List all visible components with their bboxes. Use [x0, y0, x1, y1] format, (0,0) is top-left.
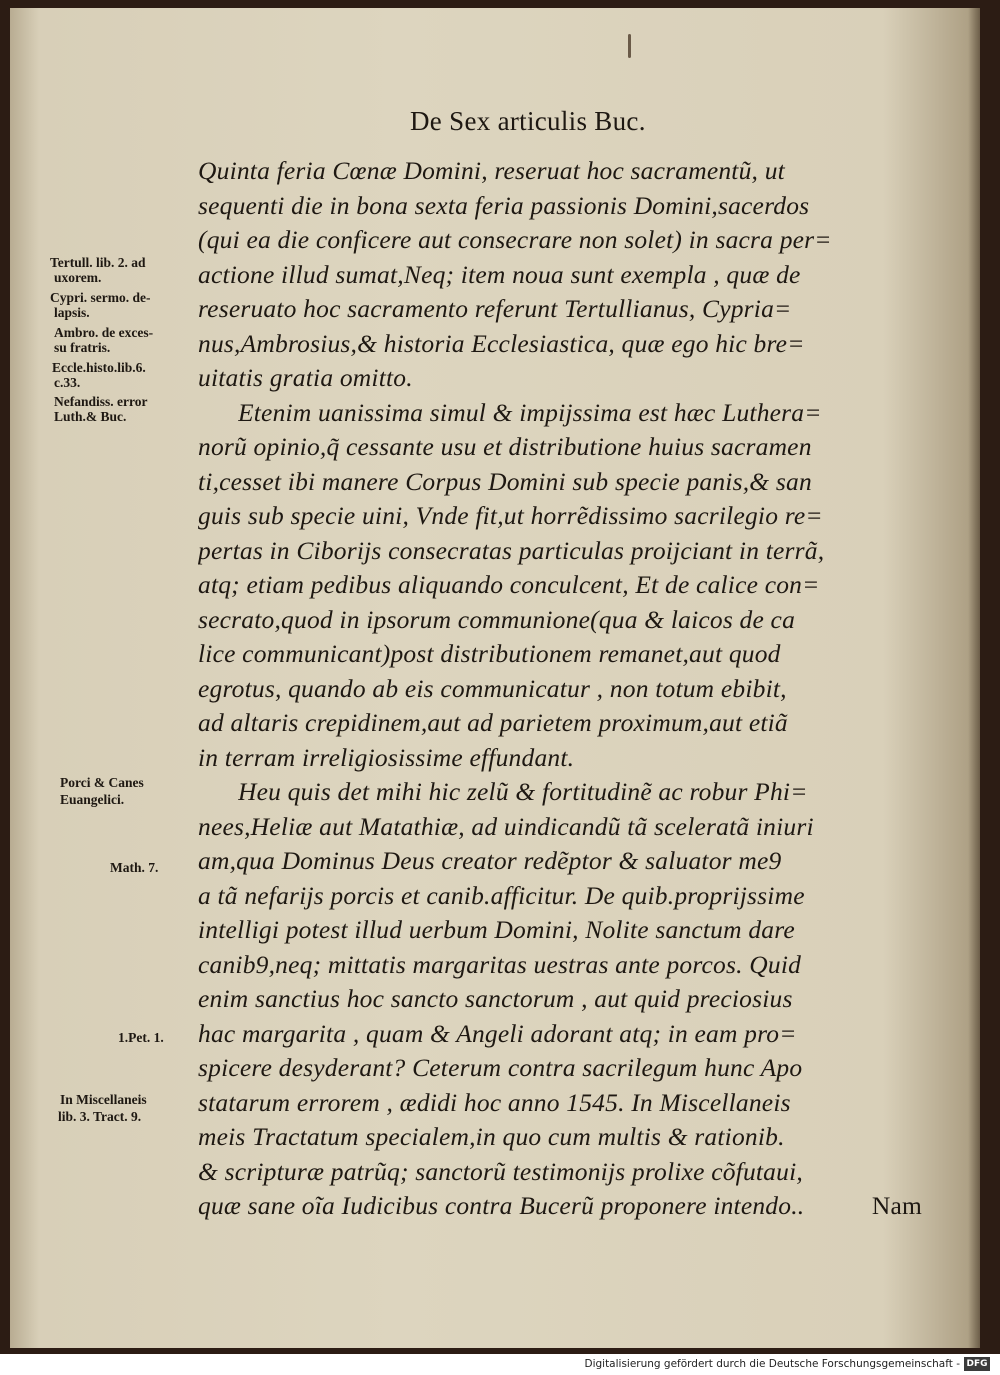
- body-line: spicere desyderant? Ceterum contra sacrilegum hunc Apo: [198, 1053, 803, 1082]
- body-line: in terram irreligiosissime effundant.: [198, 742, 575, 772]
- margin-note: In Miscellaneis: [60, 1092, 147, 1107]
- margin-note: Porci & Canes: [60, 775, 144, 790]
- body-line: a tã nefarijs porcis et canib.afficitur. De quib.proprijssime: [198, 880, 805, 910]
- body-line: nus,Ambrosius,& historia Ecclesiastica, quæ ego hic bre=: [198, 328, 805, 358]
- body-line: Heu quis det mihi hic zelũ & fortitudinẽ ac robur Phi=: [238, 777, 808, 806]
- margin-note: uxorem.: [54, 270, 102, 285]
- margin-note: Cypri. sermo. de-: [50, 290, 151, 305]
- margin-note: Luth.& Buc.: [54, 409, 127, 424]
- running-head: De Sex articulis Buc.: [410, 106, 646, 136]
- body-line: norũ opinio,q̃ cessante usu et distributione huius sacramen: [198, 432, 812, 461]
- page-edge-mark: [628, 34, 631, 58]
- body-line: intelligi potest illud uerbum Domini, Nolite sanctum dare: [198, 915, 795, 944]
- body-line: & scripturæ patrũq; sanctorũ testimonijs prolixe cõfutaui,: [198, 1156, 803, 1186]
- margin-note: Tertull. lib. 2. ad: [50, 255, 146, 270]
- margin-note: Nefandiss. error: [54, 394, 148, 409]
- body-line: lice communicant)post distributionem remanet,aut quod: [198, 639, 781, 668]
- margin-note: Eccle.histo.lib.6.: [52, 360, 146, 375]
- body-line: quæ sane oĩa Iudicibus contra Bucerũ proponere intendo..: [198, 1191, 805, 1220]
- body-line: Etenim uanissima simul & impijssima est hæc Luthera=: [238, 397, 822, 427]
- margin-note: c.33.: [54, 375, 81, 390]
- body-line: ti,cesset ibi manere Corpus Domini sub specie panis,& san: [198, 466, 812, 496]
- body-line: sequenti die in bona sexta feria passionis Domini,sacerdos: [198, 190, 810, 220]
- margin-note: Ambro. de exces-: [54, 325, 154, 340]
- book-page: [10, 8, 980, 1348]
- body-line: atq; etiam pedibus aliquando conculcent, Et de calice con=: [198, 570, 820, 599]
- body-line: secrato,quod in ipsorum communione(qua & laicos de ca: [198, 604, 796, 634]
- catchword: Nam: [871, 1191, 922, 1220]
- margin-note: Euangelici.: [60, 792, 125, 807]
- body-line: actione illud sumat,Neq; item noua sunt exempla , quæ de: [198, 259, 801, 289]
- margin-note: 1.Pet. 1.: [118, 1030, 164, 1045]
- dfg-logo: DFG: [964, 1357, 990, 1371]
- body-line: egrotus, quando ab eis communicatur , non totum ebibit,: [198, 673, 787, 703]
- body-line: Quinta feria Cœnæ Domini, reseruat hoc sacramentũ, ut: [198, 156, 785, 185]
- body-line: (qui ea die conficere aut consecrare non solet) in sacra per=: [198, 225, 832, 254]
- footer-bar: [0, 1354, 1000, 1375]
- body-line: statarum errorem , ædidi hoc anno 1545. In Miscellaneis: [198, 1087, 791, 1117]
- body-line: guis sub specie uini, Vnde fit,ut horrẽdissimo sacrilegio re=: [198, 501, 823, 530]
- margin-note: lapsis.: [54, 305, 90, 320]
- margin-note: su fratris.: [54, 340, 111, 355]
- body-line: reseruato hoc sacramento referunt Tertullianus, Cypria=: [198, 294, 792, 323]
- body-line: pertas in Ciborijs consecratas particulas proijciant in terrã,: [198, 535, 825, 565]
- margin-note: Math. 7.: [110, 860, 159, 875]
- footer-credit: Digitalisierung gefördert durch die Deutsche Forschungsgemeinschaft -: [584, 1358, 960, 1370]
- body-line: nees,Heliæ aut Matathiæ, ad uindicandũ tã sceleratã iniuri: [198, 811, 814, 841]
- body-line: ad altaris crepidinem,aut ad parietem proximum,aut etiã: [198, 708, 788, 737]
- body-line: uitatis gratia omitto.: [198, 363, 413, 392]
- body-line: enim sanctius hoc sancto sanctorum , aut quid preciosius: [198, 984, 793, 1013]
- body-line: meis Tractatum specialem,in quo cum multis & rationib.: [198, 1122, 785, 1151]
- body-line: am,qua Dominus Deus creator redẽptor & saluator me9: [198, 846, 782, 875]
- body-line: hac margarita , quam & Angeli adorant atq; in eam pro=: [198, 1018, 797, 1048]
- body-line: canib9,neq; mittatis margaritas uestras ante porcos. Quid: [198, 949, 802, 979]
- margin-note: lib. 3. Tract. 9.: [58, 1109, 142, 1124]
